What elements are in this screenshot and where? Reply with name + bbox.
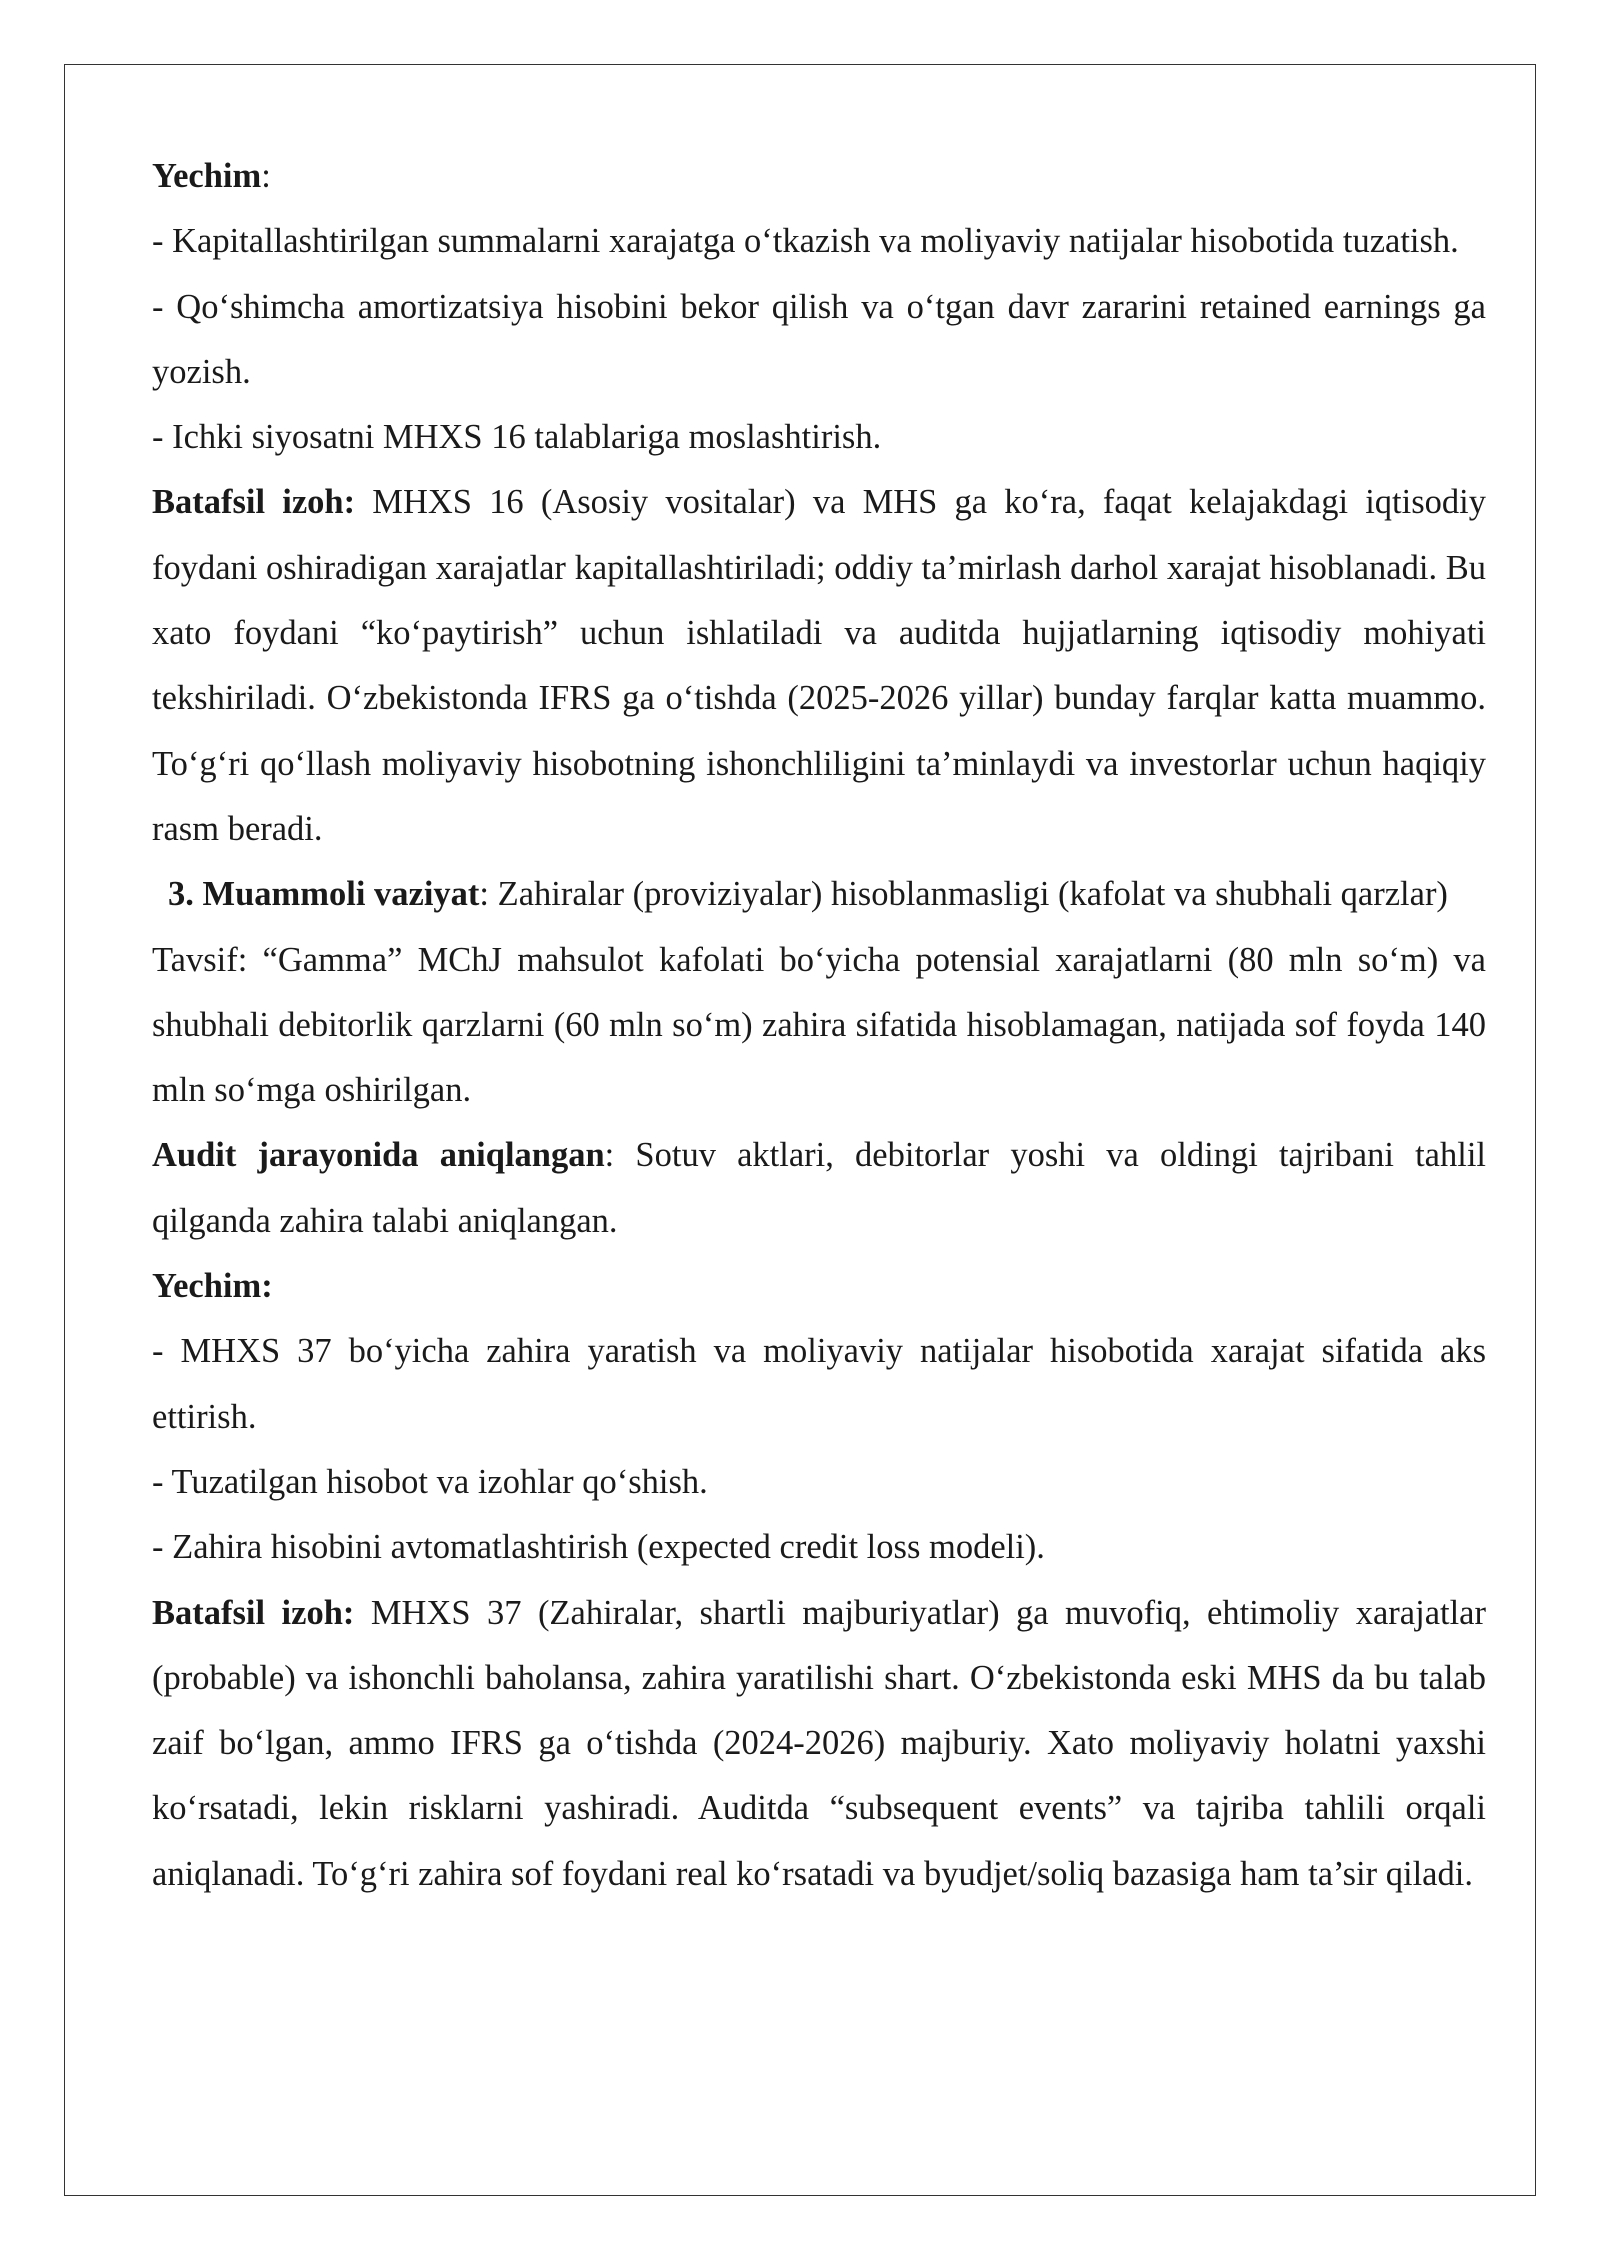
yechim-colon: :: [261, 157, 271, 195]
audit-text: : Sotuv aktlari, debitorlar yoshi va oldingi tajribani tahlil qilganda zahira talabi aniqlangan.: [152, 1136, 1486, 1240]
yechim-1-item-3: - Ichki siyosatni MHXS 16 talablariga moslashtirish.: [152, 418, 882, 457]
batafsil-izoh-paragraph-1: [152, 470, 1486, 862]
yechim-2-item-2: - Tuzatilgan hisobot va izohlar qo‘shish.: [152, 1462, 708, 1501]
document-body: [152, 144, 1486, 1907]
muammoli-vaziyat-text: : Zahiralar (proviziyalar) hisoblanmasligi (kafolat va shubhali qarzlar): [479, 875, 1448, 914]
yechim-heading-1: [152, 144, 1486, 209]
muammoli-vaziyat-label: 3. Muammoli vaziyat: [168, 875, 480, 914]
audit-label: Audit jarayonida aniqlangan: [152, 1136, 605, 1175]
batafsil-izoh-text-2: MHXS 37 (Zahiralar, shartli majburiyatlar) ga muvofiq, ehtimoliy xarajatlar (probable) va ishonchli baholansa, zahira yaratilishi shart. O‘zbekistonda eski MHS da bu talab zaif bo‘lgan, ammo IFRS ga o‘tishda (2024-2026) majburiy. Xato moliyaviy holatni yaxshi ko‘rsatadi, lekin risklarni yashiradi. Auditda “subsequent events” va tajriba tahlili orqali aniqlanadi. To‘g‘ri zahira sof foydani real ko‘rsatadi va byudjet/soliq bazasiga ham ta’sir qiladi.: [152, 1593, 1486, 1893]
yechim-heading-2: [152, 1254, 1486, 1319]
audit-paragraph: [152, 1123, 1486, 1254]
yechim-label-2: Yechim:: [152, 1267, 273, 1306]
batafsil-izoh-paragraph-2: [152, 1581, 1486, 1907]
batafsil-izoh-label-2: Batafsil izoh:: [152, 1593, 355, 1632]
yechim-1-item-2: - Qo‘shimcha amortizatsiya hisobini bekor qilish va o‘tgan davr zararini retained earnings ga yozish.: [152, 287, 1486, 391]
batafsil-izoh-label: Batafsil izoh:: [152, 483, 356, 522]
yechim-label: Yechim: [152, 157, 262, 195]
yechim-2-item-1: - MHXS 37 bo‘yicha zahira yaratish va moliyaviy natijalar hisobotida xarajat sifatida aks ettirish.: [152, 1332, 1486, 1436]
yechim-2-item-3: - Zahira hisobini avtomatlashtirish (expected credit loss modeli).: [152, 1528, 1045, 1567]
yechim-1-item-1: - Kapitallashtirilgan summalarni xarajatga o‘tkazish va moliyaviy natijalar hisobotida tuzatish.: [152, 222, 1459, 261]
batafsil-izoh-text: MHXS 16 (Asosiy vositalar) va MHS ga ko‘ra, faqat kelajakdagi iqtisodiy foydani oshiradigan xarajatlar kapitallashtiriladi; oddiy ta’mirlash darhol xarajat hisoblanadi. Bu xato foydani “ko‘paytirish” uchun ishlatiladi va auditda hujjatlarning iqtisodiy mohiyati tekshiriladi. O‘zbekistonda IFRS ga o‘tishda (2025-2026 yillar) bunday farqlar katta muammo. To‘g‘ri qo‘llash moliyaviy hisobotning ishonchliligini ta’minlaydi va investorlar uchun haqiqiy rasm beradi.: [152, 483, 1486, 848]
muammoli-vaziyat-heading: [152, 862, 1486, 927]
tavsif-paragraph: Tavsif: “Gamma” MChJ mahsulot kafolati bo‘yicha potensial xarajatlarni (80 mln so‘m) va shubhali debitorlik qarzlarni (60 mln so‘m) zahira sifatida hisoblamagan, natijada sof foyda 140 mln so‘mga oshirilgan.: [152, 940, 1486, 1110]
